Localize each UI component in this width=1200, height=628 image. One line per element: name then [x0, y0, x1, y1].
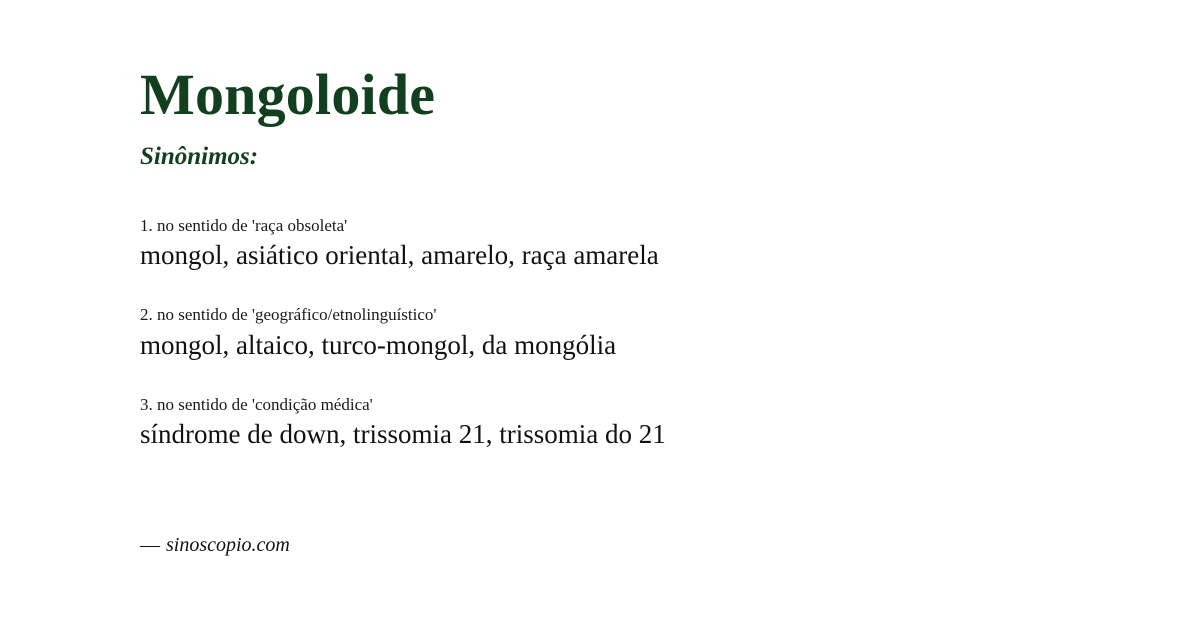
list-item: [140, 215, 1200, 273]
sense-synonyms: mongol, asiático oriental, amarelo, raça amarela: [140, 240, 659, 271]
source-name: sinoscopio.com: [166, 534, 290, 556]
list-item: [140, 304, 1200, 362]
sense-synonyms: mongol, altaico, turco-mongol, da mongólia: [140, 329, 617, 360]
sense-label: 2. no sentido de 'geográfico/etnolinguístico': [140, 305, 437, 325]
sense-label: 3. no sentido de 'condição médica': [140, 394, 373, 414]
sense-synonyms: síndrome de down, trissomia 21, trissomia do 21: [140, 418, 666, 449]
sense-list: [140, 169, 1200, 452]
sense-label: 1. no sentido de 'raça obsoleta': [140, 216, 348, 235]
list-item: [140, 394, 1200, 452]
em-dash-icon: —: [140, 534, 160, 556]
source-attribution: [140, 534, 290, 557]
synonyms-heading: Sinônimos:: [140, 143, 259, 170]
page-title: Mongoloide: [140, 62, 436, 127]
